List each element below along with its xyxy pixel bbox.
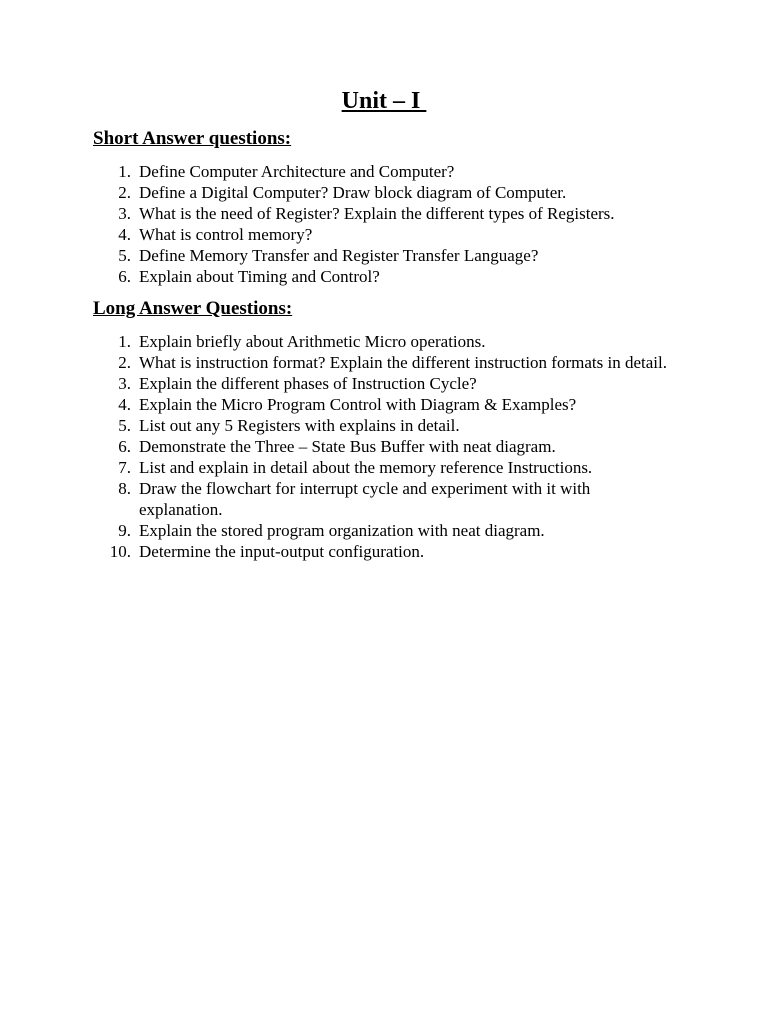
question-number: 1. xyxy=(118,162,131,181)
list-item xyxy=(0,457,768,478)
question-number: 4. xyxy=(118,225,131,244)
question-text: What is instruction format? Explain the different instruction formats in detail. xyxy=(139,353,667,372)
page-title: Unit – I xyxy=(341,88,427,114)
question-number: 2. xyxy=(118,183,131,202)
list-item xyxy=(0,352,768,373)
question-text: Define a Digital Computer? Draw block diagram of Computer. xyxy=(139,183,567,202)
question-number: 7. xyxy=(118,458,131,477)
question-number: 3. xyxy=(118,204,131,223)
question-number: 1. xyxy=(118,332,131,351)
question-text: What is control memory? xyxy=(139,225,313,244)
question-number: 9. xyxy=(118,521,131,540)
list-item xyxy=(0,520,768,541)
question-number: 6. xyxy=(118,267,131,286)
question-number: 4. xyxy=(118,395,131,414)
list-item xyxy=(0,415,768,436)
list-item xyxy=(0,373,768,394)
list-item xyxy=(0,224,768,245)
question-text: Explain briefly about Arithmetic Micro operations. xyxy=(139,332,486,351)
question-number: 10. xyxy=(109,542,131,561)
question-text: List and explain in detail about the memory reference Instructions. xyxy=(139,458,593,477)
list-item xyxy=(0,266,768,287)
question-text: What is the need of Register? Explain the different types of Registers. xyxy=(139,204,615,223)
question-number: 6. xyxy=(118,437,131,456)
question-number: 5. xyxy=(118,246,131,265)
question-number: 3. xyxy=(118,374,131,393)
question-text: Draw the flowchart for interrupt cycle and experiment with it with explanation. xyxy=(139,479,591,519)
question-number: 2. xyxy=(118,353,131,372)
list-item xyxy=(0,478,768,520)
question-text: Determine the input-output configuration. xyxy=(139,542,425,561)
question-text: Define Computer Architecture and Computer? xyxy=(139,162,455,181)
list-item xyxy=(0,541,768,562)
short-answer-heading: Short Answer questions: xyxy=(93,128,292,149)
question-text: Explain the different phases of Instruction Cycle? xyxy=(139,374,477,393)
long-answer-heading: Long Answer Questions: xyxy=(93,298,293,319)
list-item xyxy=(0,436,768,457)
question-text: Define Memory Transfer and Register Transfer Language? xyxy=(139,246,539,265)
list-item xyxy=(0,182,768,203)
list-item xyxy=(0,203,768,224)
list-item xyxy=(0,331,768,352)
question-text: Demonstrate the Three – State Bus Buffer with neat diagram. xyxy=(139,437,556,456)
list-item xyxy=(0,394,768,415)
short-answer-list xyxy=(0,161,768,287)
long-answer-list xyxy=(0,331,768,562)
question-text: List out any 5 Registers with explains in detail. xyxy=(139,416,460,435)
list-item xyxy=(0,161,768,182)
list-item xyxy=(0,245,768,266)
question-text: Explain the Micro Program Control with Diagram & Examples? xyxy=(139,395,577,414)
question-text: Explain the stored program organization with neat diagram. xyxy=(139,521,545,540)
question-number: 8. xyxy=(118,479,131,498)
question-text: Explain about Timing and Control? xyxy=(139,267,380,286)
question-number: 5. xyxy=(118,416,131,435)
